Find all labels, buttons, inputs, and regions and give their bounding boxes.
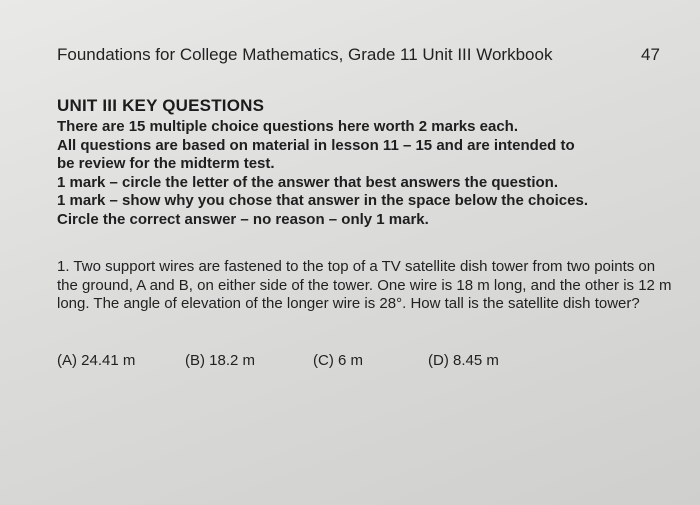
instruction-line: Circle the correct answer – no reason – only 1 mark. [57, 210, 429, 228]
workbook-title: Foundations for College Mathematics, Grade 11 Unit III Workbook [57, 45, 553, 64]
question-1-text: 1. Two support wires are fastened to the top of a TV satellite dish tower from two points on the ground, A and B, on either side of the tower. One wire is 18 m long, and the other is 12 m long. The angle of elevation of the longer wire is 28°. How tall is the satellite dish tower? [57, 258, 672, 312]
instruction-line: 1 mark – show why you chose that answer in the space below the choices. [57, 192, 588, 209]
instruction-line: There are 15 multiple choice questions here worth 2 marks each. [57, 118, 519, 135]
instruction-line: All questions are based on material in lesson 11 – 15 and are intended to [57, 136, 575, 154]
section-heading: UNIT III KEY QUESTIONS [57, 96, 265, 115]
page-number: 47 [641, 45, 660, 64]
choice-d[interactable]: (D) 8.45 m [428, 352, 499, 369]
choice-c[interactable]: (C) 6 m [313, 352, 363, 369]
instruction-line: 1 mark – circle the letter of the answer that best answers the question. [57, 173, 558, 191]
instructions-block [57, 118, 667, 229]
choice-b[interactable]: (B) 18.2 m [185, 352, 256, 369]
choice-a[interactable]: (A) 24.41 m [57, 352, 136, 369]
instruction-line: be review for the midterm test. [57, 155, 275, 172]
